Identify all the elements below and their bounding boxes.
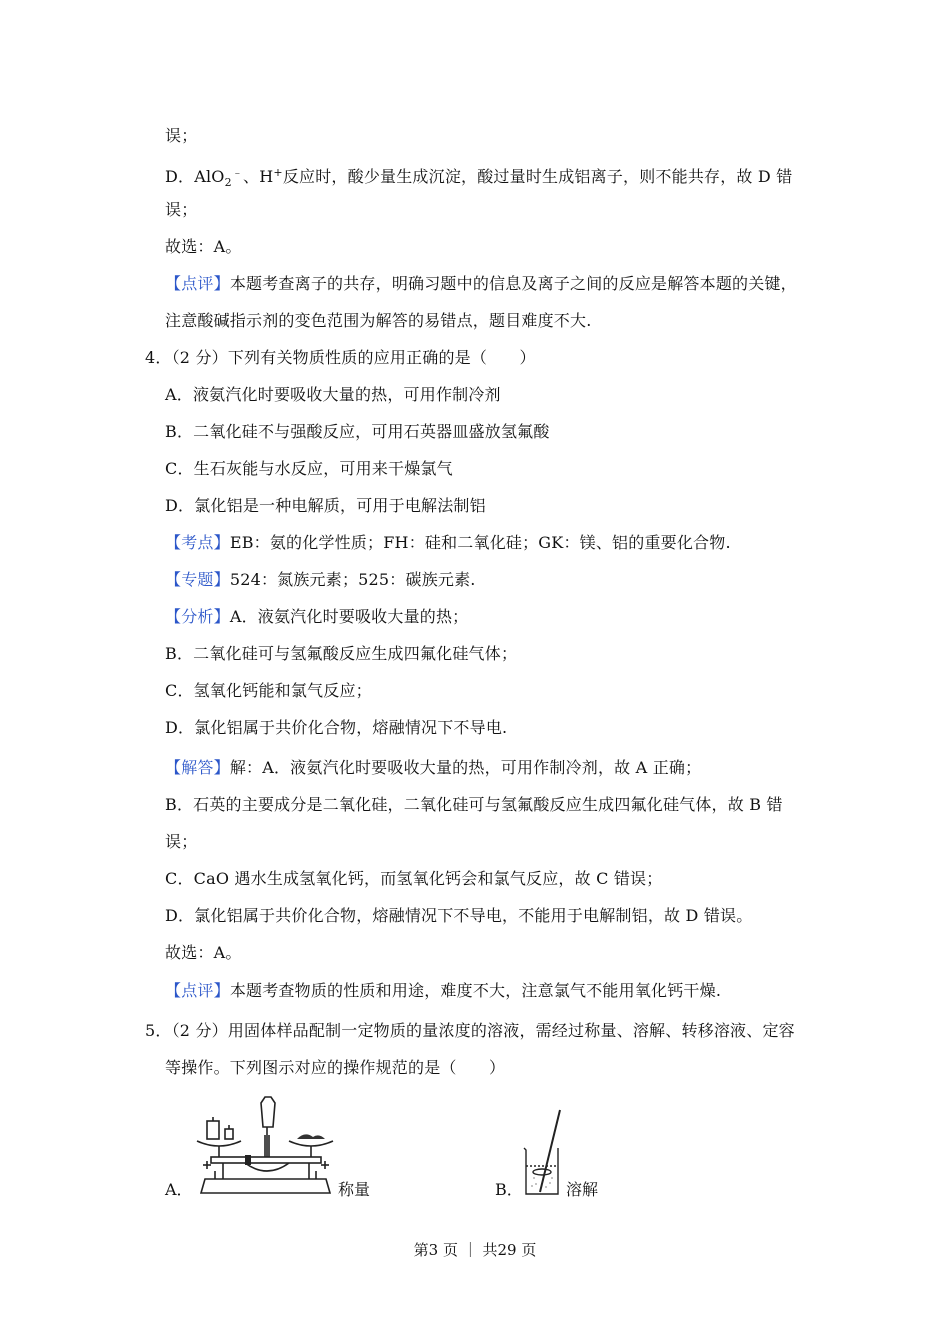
text-line <box>165 795 783 815</box>
solution-line <box>165 758 701 778</box>
line-text: A．液氨汽化时要吸收大量的热； <box>229 607 469 626</box>
text-line <box>165 644 517 664</box>
question-4-stem <box>145 348 536 368</box>
line-text: 注意酸碱指示剂的变色范围为解答的易错点，题目难度不大. <box>165 311 592 330</box>
option-a <box>165 385 501 405</box>
line-text: C．CaO 遇水生成氢氧化钙，而氢氧化钙会和氯气反应，故 C 错误； <box>165 869 663 888</box>
text-line <box>165 163 792 193</box>
text-line <box>165 943 242 963</box>
section-tag: 【解答】 <box>165 758 230 777</box>
line-text: C．氢氧化钙能和氯气反应； <box>165 681 372 700</box>
line-text: B．石英的主要成分是二氧化硅，二氧化硅可与氢氟酸反应生成四氟化硅气体，故 B 错 <box>165 795 783 814</box>
option-d <box>165 496 486 516</box>
line-text: 故选：A。 <box>165 943 242 962</box>
text-line <box>165 311 592 331</box>
text-line <box>165 1058 505 1078</box>
section-tag: 【分析】 <box>165 607 230 626</box>
line-text: D．氯化铝属于共价化合物，熔融情况下不导电. <box>165 718 508 737</box>
section-tag: 【点评】 <box>165 981 230 1000</box>
line-text: 4．（2 分）下列有关物质性质的应用正确的是（ ） <box>145 348 536 367</box>
superscript: ﹣ <box>231 166 244 179</box>
line-text: D．氯化铝属于共价化合物，熔融情况下不导电，不能用于电解制铝，故 D 错误。 <box>165 906 753 925</box>
line-text: EB：氨的化学性质；FH：硅和二氧化硅；GK：镁、铝的重要化合物. <box>229 533 731 552</box>
balance-scale-figure <box>193 1095 338 1200</box>
text-line <box>165 718 507 738</box>
figure-a-label: 称量 <box>338 1180 371 1199</box>
text-line <box>165 237 242 257</box>
line-text: 本题考查离子的共存，明确习题中的信息及离子之间的反应是解答本题的关键， <box>229 274 797 293</box>
line-text: 解：A．液氨汽化时要吸收大量的热，可用作制冷剂，故 A 正确； <box>229 758 702 777</box>
text-line <box>165 200 197 220</box>
line-text: C．生石灰能与水反应，可用来干燥氯气 <box>165 459 453 478</box>
line-text: 5．（2 分）用固体样品配制一定物质的量浓度的溶液，需经过称量、溶解、转移溶液、定容 <box>145 1021 795 1040</box>
question-5-stem <box>145 1021 795 1041</box>
comment-line <box>165 274 797 294</box>
line-text: 误； <box>165 126 198 145</box>
text-line <box>165 126 197 146</box>
line-text: 反应时，酸少量生成沉淀，酸过量时生成铝离子，则不能共存，故 D 错 <box>282 167 793 186</box>
text-line <box>165 681 372 701</box>
section-tag: 【点评】 <box>165 274 230 293</box>
figure-b-label: 溶解 <box>566 1180 599 1199</box>
line-text: A．液氨汽化时要吸收大量的热，可用作制冷剂 <box>165 385 501 404</box>
page-footer: 第3 页 ｜ 共29 页 <box>413 1241 537 1259</box>
topic-line <box>165 570 476 590</box>
option-b <box>165 422 550 442</box>
line-text: B．二氧化硅不与强酸反应，可用石英器皿盛放氢氟酸 <box>165 422 550 441</box>
line-text: 本题考查物质的性质和用途，难度不大，注意氯气不能用氧化钙干燥. <box>229 981 722 1000</box>
line-text: D．AlO <box>165 167 225 186</box>
line-text: 误； <box>165 832 198 851</box>
line-text: 等操作。下列图示对应的操作规范的是（ ） <box>165 1058 506 1077</box>
line-text: 故选：A。 <box>165 237 242 256</box>
option-c <box>165 459 453 479</box>
text-line <box>165 832 197 852</box>
comment-line <box>165 981 721 1001</box>
figure-b-letter: B． <box>495 1180 523 1199</box>
line-text: D．氯化铝是一种电解质，可用于电解法制铝 <box>165 496 486 515</box>
line-text: 、H <box>243 167 274 186</box>
beaker-stirring-figure <box>520 1108 565 1200</box>
knowledge-point-line <box>165 533 731 553</box>
line-text: B．二氧化硅可与氢氟酸反应生成四氟化硅气体； <box>165 644 518 663</box>
subscript: 2 <box>224 176 232 189</box>
section-tag: 【专题】 <box>165 570 230 589</box>
text-line <box>165 906 752 926</box>
line-text: 误； <box>165 200 198 219</box>
section-tag: 【考点】 <box>165 533 230 552</box>
text-line <box>165 869 662 889</box>
analysis-line <box>165 607 468 627</box>
figure-a-letter: A． <box>165 1180 193 1199</box>
line-text: 524：氮族元素；525：碳族元素. <box>229 570 476 589</box>
superscript: + <box>273 166 283 179</box>
